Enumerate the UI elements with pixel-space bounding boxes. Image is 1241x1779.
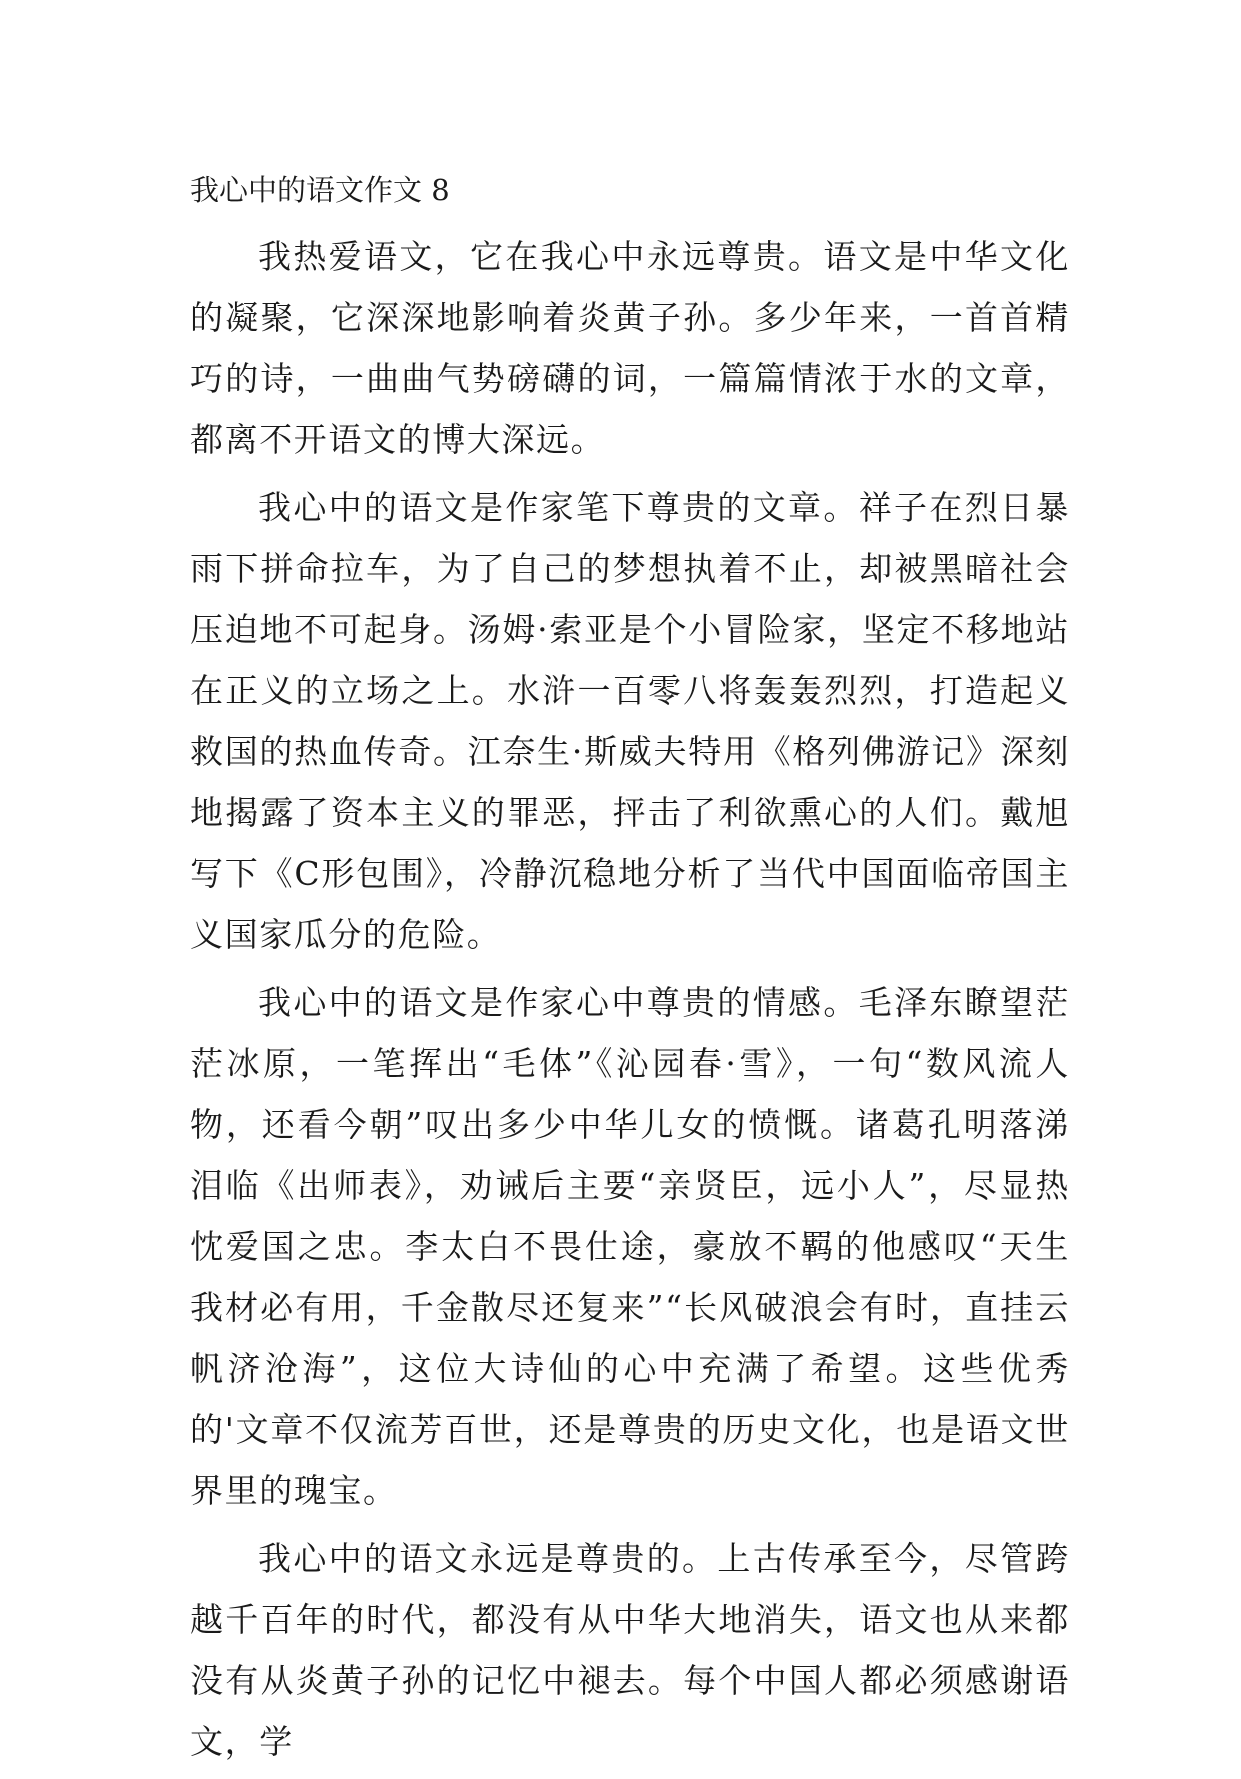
- paragraph: 我心中的语文是作家笔下尊贵的文章。祥子在烈日暴雨下拼命拉车，为了自己的梦想执着不止，却被黑暗社会压迫地不可起身。汤姆·索亚是个小冒险家，坚定不移地站在正义的立场之上。水浒一百零八将轰轰烈烈，打造起义救国的热血传奇。江奈生·斯威夫特用《格列佛游记》深刻地揭露了资本主义的罪恶，抨击了利欲熏心的人们。戴旭写下《C形包围》，冷静沉稳地分析了当代中国面临帝国主义国家瓜分的危险。: [190, 488, 1070, 954]
- paragraph: 我心中的语文是作家心中尊贵的情感。毛泽东瞭望茫茫冰原，一笔挥出“毛体”《沁园春·雪》，一句“数风流人物，还看今朝”叹出多少中华儿女的愤慨。诸葛孔明落涕泪临《出师表》，劝诫后主要“亲贤臣，远小人”，尽显热忱爱国之忠。李太白不畏仕途，豪放不羁的他感叹“天生我材必有用，千金散尽还复来”“长风破浪会有时，直挂云帆济沧海”，这位大诗仙的心中充满了希望。这些优秀的'文章不仅流芳百世，还是尊贵的历史文化，也是语文世界里的瑰宝。: [190, 983, 1070, 1510]
- document-title: 我心中的语文作文 8: [190, 173, 450, 207]
- paragraph: 我热爱语文，它在我心中永远尊贵。语文是中华文化的凝聚，它深深地影响着炎黄子孙。多少年来，一首首精巧的诗，一曲曲气势磅礴的词，一篇篇情浓于水的文章，都离不开语文的博大深远。: [190, 237, 1070, 459]
- paragraph: 我心中的语文永远是尊贵的。上古传承至今，尽管跨越千百年的时代，都没有从中华大地消失，语文也从来都没有从炎黄子孙的记忆中褪去。每个中国人都必须感谢语文，学: [190, 1539, 1070, 1761]
- document-body: [190, 166, 1070, 1779]
